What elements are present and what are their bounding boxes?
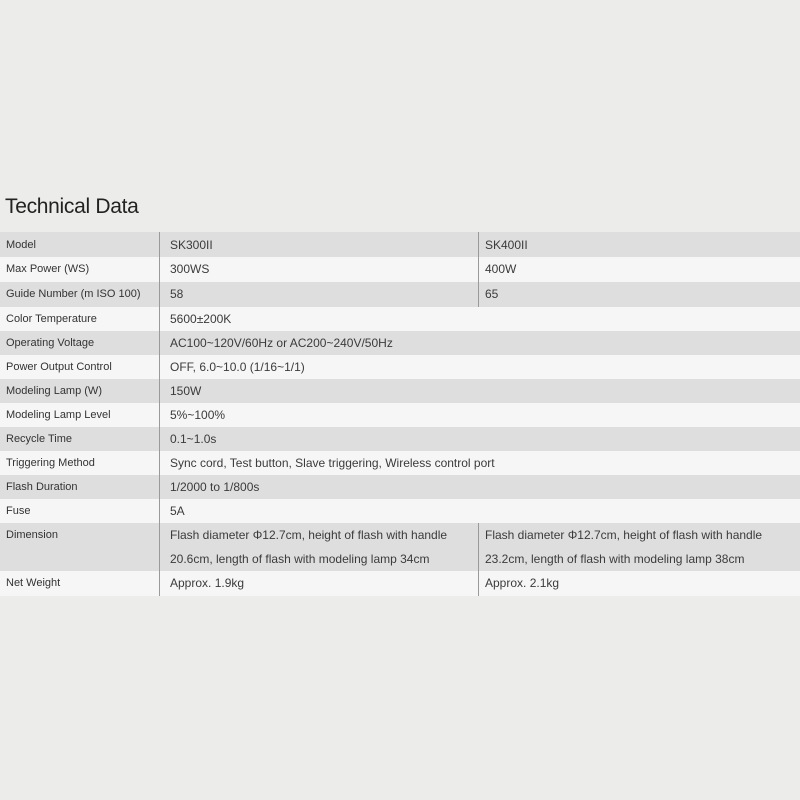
table-row (0, 427, 800, 451)
page-title: Technical Data (5, 195, 139, 218)
cell-sk300ii: 58 (159, 282, 478, 307)
table-row (0, 307, 800, 331)
cell-value: 0.1~1.0s (159, 427, 800, 451)
table-row (0, 331, 800, 355)
cell-sk400ii: Approx. 2.1kg (478, 571, 800, 596)
row-label: Model (6, 239, 36, 251)
table-row (0, 379, 800, 403)
dimension-line-2: 20.6cm, length of flash with modeling lamp 34cm (170, 552, 430, 566)
cell-sk300ii: Approx. 1.9kg (159, 571, 478, 596)
dimension-line-1: Flash diameter Φ12.7cm, height of flash with handle (170, 528, 448, 542)
row-label: Triggering Method (6, 457, 95, 469)
cell-sk400ii: SK400II (478, 232, 800, 257)
row-label: Power Output Control (6, 361, 112, 373)
dimension-line-1: Flash diameter Φ12.7cm, height of flash with handle (485, 528, 763, 542)
row-label: Max Power (WS) (6, 263, 90, 275)
row-label: Guide Number (m ISO 100) (6, 288, 141, 300)
table-row (0, 571, 800, 596)
cell-value: 1/2000 to 1/800s (159, 475, 800, 499)
cell-value: AC100~120V/60Hz or AC200~240V/50Hz (159, 331, 800, 355)
row-label: Color Temperature (6, 313, 97, 325)
row-label: Recycle Time (6, 433, 73, 445)
cell-sk400ii: 65 (478, 282, 800, 307)
cell-sk400ii (478, 523, 800, 571)
row-label: Operating Voltage (6, 337, 95, 349)
table-row (0, 232, 800, 257)
cell-value: Sync cord, Test button, Slave triggering, Wireless control port (159, 451, 800, 475)
table-row (0, 355, 800, 379)
table-row (0, 403, 800, 427)
dimension-line-2: 23.2cm, length of flash with modeling lamp 38cm (485, 552, 745, 566)
cell-sk300ii: 300WS (159, 257, 478, 282)
cell-value: 5A (159, 499, 800, 523)
table-row (0, 282, 800, 307)
cell-value: 5%~100% (159, 403, 800, 427)
cell-value: 150W (159, 379, 800, 403)
row-label: Modeling Lamp Level (6, 409, 111, 421)
table-row (0, 475, 800, 499)
cell-value: OFF, 6.0~10.0 (1/16~1/1) (159, 355, 800, 379)
row-label: Flash Duration (6, 481, 78, 493)
table-row (0, 257, 800, 282)
spec-table (0, 232, 800, 596)
cell-sk300ii: SK300II (159, 232, 478, 257)
table-row (0, 523, 800, 571)
row-label: Net Weight (6, 577, 61, 589)
row-label: Modeling Lamp (W) (6, 385, 102, 397)
cell-sk400ii: 400W (478, 257, 800, 282)
table-row (0, 451, 800, 475)
cell-value: 5600±200K (159, 307, 800, 331)
cell-sk300ii (159, 523, 478, 571)
row-label: Fuse (6, 505, 31, 517)
table-row (0, 499, 800, 523)
row-label: Dimension (6, 529, 58, 541)
